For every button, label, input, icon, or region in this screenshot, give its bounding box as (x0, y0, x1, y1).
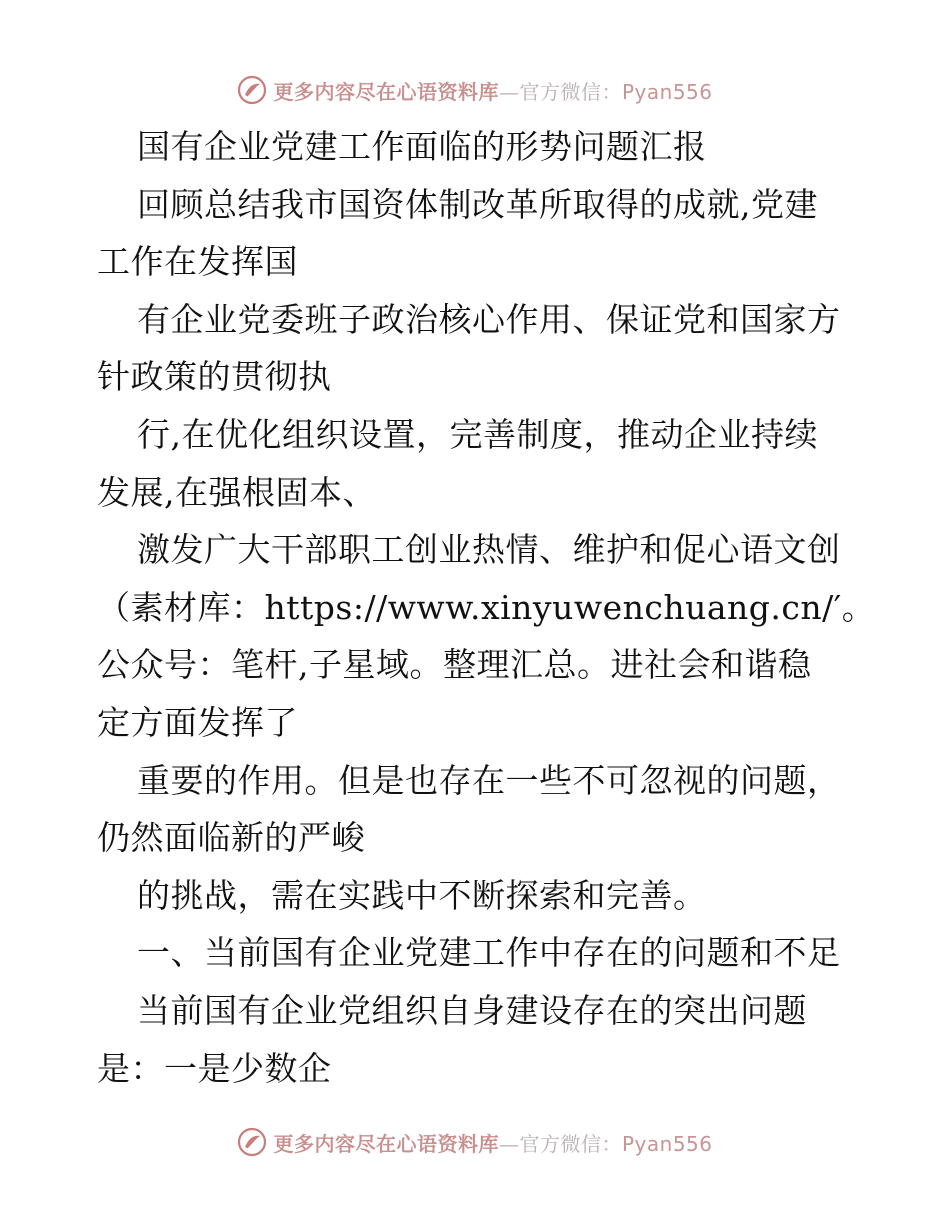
body-line: 回顾总结我市国资体制改革所取得的成就,党建 (137, 184, 818, 224)
watermark-text (273, 1128, 712, 1157)
document-title: 国有企业党建工作面临的形势问题汇报 (137, 127, 707, 166)
body-line: 针政策的贯彻执 (97, 357, 332, 397)
body-line: 发展,在强根固本、 (97, 472, 376, 512)
body-line: 有企业党委班子政治核心作用、保证党和国家方 (137, 299, 841, 339)
watermark-middle: —官方微信： (498, 1131, 622, 1156)
body-line: 激发广大干部职工创业热情、维护和促心语文创 (137, 530, 841, 570)
watermark-lead: 更多内容尽在心语资料库 (273, 79, 499, 104)
watermark-lead: 更多内容尽在心语资料库 (273, 1131, 499, 1156)
header-watermark (0, 70, 950, 110)
body-line: 是：一是少数企 (97, 1048, 332, 1088)
watermark-text (273, 76, 712, 105)
section-heading: 一、当前国有企业党建工作中存在的问题和不足 (137, 933, 841, 973)
body-line: 的挑战，需在实践中不断探索和完善。 (137, 875, 707, 915)
body-line: 工作在发挥国 (97, 242, 298, 282)
body-line: 定方面发挥了 (97, 702, 298, 742)
body-line: 仍然面临新的严峻 (97, 818, 365, 858)
body-line: 行,在优化组织设置，完善制度，推动企业持续 (137, 414, 818, 454)
body-line: 重要的作用。但是也存在一些不可忽视的问题， (137, 760, 841, 800)
logo-icon (237, 1127, 267, 1157)
body-line: 当前国有企业党组织自身建设存在的突出问题 (137, 990, 807, 1030)
logo-icon (237, 75, 267, 105)
document-body (97, 118, 876, 1097)
body-line: 公众号：笔杆,子星域。整理汇总。进社会和谐稳 (97, 645, 812, 685)
footer-watermark (0, 1122, 950, 1162)
watermark-code: Pyan556 (621, 1131, 713, 1156)
watermark-middle: —官方微信： (498, 79, 622, 104)
watermark-code: Pyan556 (621, 79, 713, 104)
body-line: （素材库：https://www.xinyuwenchuang.cn/′。 (97, 587, 876, 627)
